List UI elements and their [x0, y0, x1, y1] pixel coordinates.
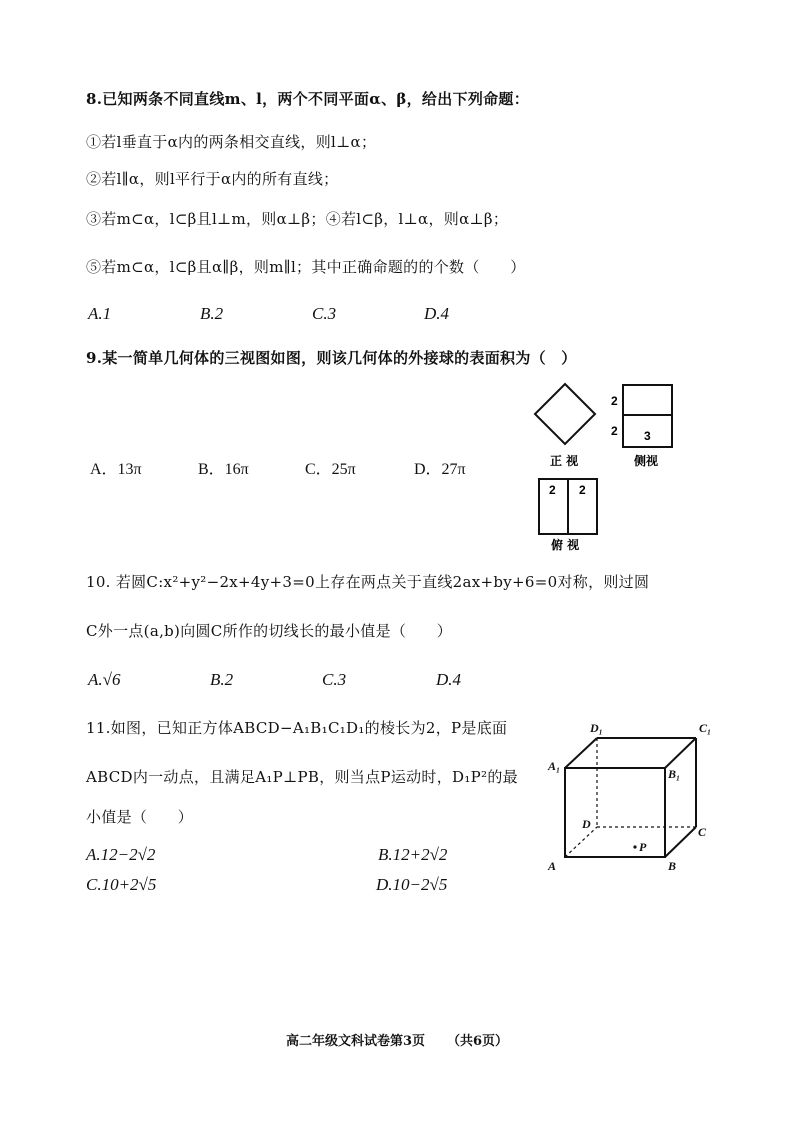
q9-option-c: C．25π	[305, 461, 356, 478]
q9-option-a: A．13π	[90, 461, 142, 478]
side-dim-top: 2	[611, 394, 618, 408]
q8-proposition-1: ①若l垂直于α内的两条相交直线，则l⊥α；	[86, 133, 377, 151]
q11-line-2: ABCD内一动点，且满足A₁P⊥PB，则当点P运动时，D₁P²的最	[86, 768, 518, 786]
three-view-figure	[530, 378, 700, 558]
label-b1: B₁	[668, 767, 681, 781]
q9-option-b: B．16π	[198, 461, 249, 478]
label-d: D	[582, 817, 591, 831]
q8-option-a: A.1	[88, 304, 112, 323]
q10-option-d: D.4	[436, 670, 462, 689]
label-c1: C₁	[699, 721, 712, 735]
point-p	[633, 845, 636, 848]
label-b: B	[668, 859, 677, 873]
q8-option-c: C.3	[312, 304, 337, 323]
q10-line-1: 10. 若圆C:x²+y²−2x+4y+3=0上存在两点关于直线2ax+by+6=0对称，则过圆	[86, 573, 650, 591]
q8-proposition-5: ⑤若m⊂α，l⊂β且α∥β，则m∥l；其中正确命题的的个数（ ）	[86, 258, 526, 276]
q10-option-c: C.3	[322, 670, 347, 689]
label-c: C	[698, 825, 707, 839]
q9-stem: 9.某一简单几何体的三视图如图，则该几何体的外接球的表面积为（ ）	[86, 349, 577, 367]
q11-line-1: 11.如图，已知正方体ABCD−A₁B₁C₁D₁的棱长为2，P是底面	[86, 719, 508, 737]
q8-option-d: D.4	[424, 304, 450, 323]
side-view-label: 侧视	[634, 454, 659, 468]
top-view	[539, 479, 597, 534]
q11-line-3: 小值是（ ）	[86, 808, 194, 826]
front-view-label: 正 视	[550, 454, 579, 468]
q8-stem: 8.已知两条不同直线m、l，两个不同平面α、β，给出下列命题：	[86, 90, 530, 108]
label-a: A	[548, 859, 557, 873]
q11-option-c: C.10+2√5	[86, 875, 157, 894]
page-footer	[0, 1030, 794, 1049]
front-view	[535, 384, 595, 444]
q8-proposition-3-4: ③若m⊂α，l⊂β且l⊥m，则α⊥β；④若l⊂β，l⊥α，则α⊥β；	[86, 210, 509, 228]
top-dim-right: 2	[579, 483, 586, 497]
label-d1: D₁	[590, 721, 603, 735]
q10-option-a: A.√6	[88, 670, 121, 689]
top-view-label: 俯 视	[551, 538, 580, 552]
side-view	[611, 385, 672, 447]
footer-text: 高二年级文科试卷第3页	[285, 1034, 425, 1049]
q11-option-a: A.12−2√2	[86, 845, 156, 864]
cube-figure	[540, 712, 720, 882]
side-dim-bottom: 2	[611, 424, 618, 438]
q11-option-d: D.10−2√5	[376, 875, 448, 894]
top-dim-left: 2	[549, 483, 556, 497]
q8-proposition-2: ②若l∥α，则l平行于α内的所有直线；	[86, 170, 339, 188]
side-dim-width: 3	[644, 429, 651, 443]
q10-option-b: B.2	[210, 670, 234, 689]
q11-option-b: B.12+2√2	[378, 845, 448, 864]
label-a1: A₁	[548, 759, 561, 773]
q8-option-b: B.2	[200, 304, 224, 323]
q9-option-d: D．27π	[414, 461, 466, 478]
footer-pages: （共6页）	[447, 1034, 509, 1049]
label-p: P	[639, 840, 647, 854]
q10-line-2: C外一点(a,b)向圆C所作的切线长的最小值是（ ）	[86, 622, 453, 640]
